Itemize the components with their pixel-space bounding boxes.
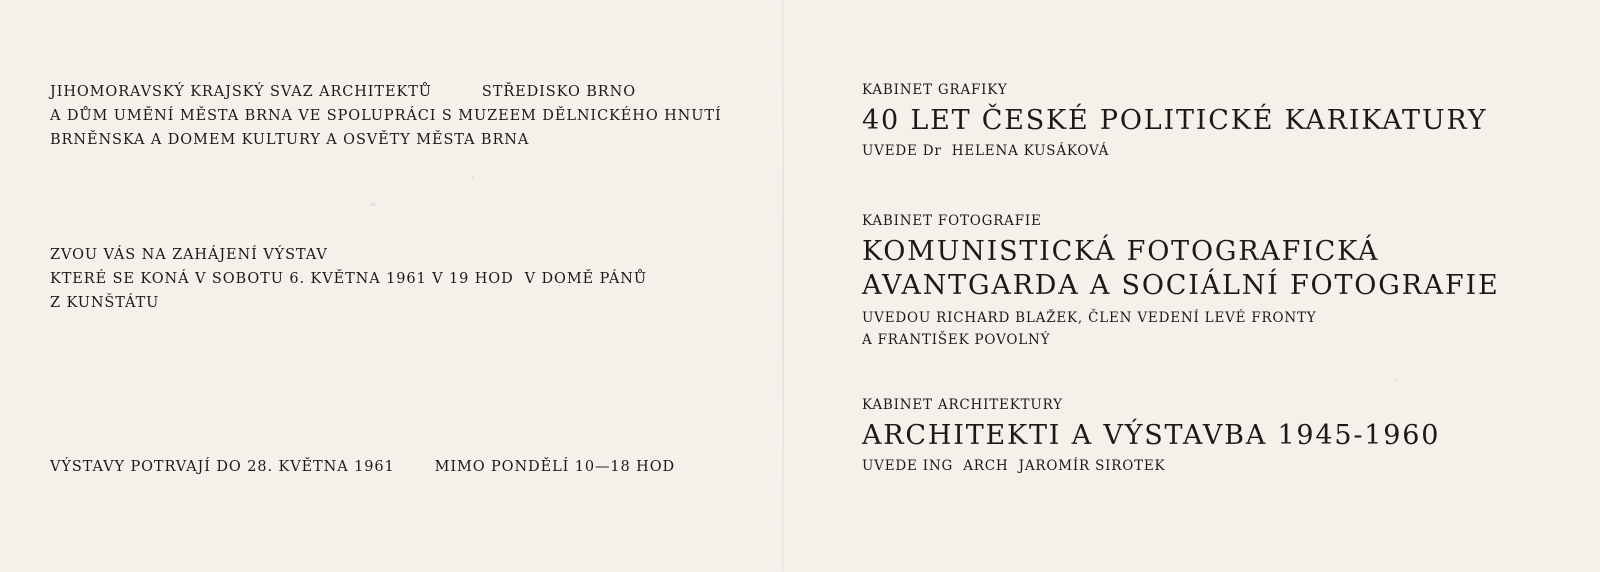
cabinet-label-graphics: KABINET GRAFIKY [862,82,1008,98]
invitation-line-1: ZVOU VÁS NA ZAHÁJENÍ VÝSTAV [50,247,328,263]
exhibition-title-caricature [862,104,1487,138]
fold-line [782,0,784,572]
invitation-block [50,243,647,315]
exhibition-title-photography [862,235,1500,303]
organizers-line-1 [50,80,722,104]
byline-line: UVEDE ING ARCH JAROMÍR SIROTEK [862,458,1166,474]
byline-line: A FRANTIŠEK POVOLNÝ [862,332,1051,348]
cabinet-label-photography: KABINET FOTOGRAFIE [862,213,1042,229]
exhibition-byline-architecture [862,455,1165,477]
organizer-association: JIHOMORAVSKÝ KRAJSKÝ SVAZ ARCHITEKTŮ [50,84,432,100]
exhibition-byline-caricature [862,140,1109,162]
invitation-line-3: Z KUNŠTÁTU [50,295,160,311]
exhibition-title-line: ARCHITEKTI A VÝSTAVBA 1945-1960 [862,420,1441,451]
organizers-block [50,80,722,152]
exhibition-title-line: AVANTGARDA A SOCIÁLNÍ FOTOGRAFIE [862,270,1500,301]
organizers-line-3: BRNĚNSKA A DOMEM KULTURY A OSVĚTY MĚSTA BRNA [50,132,530,148]
byline-line: UVEDOU RICHARD BLAŽEK, ČLEN VEDENÍ LEVÉ FRONTY [862,310,1317,326]
cabinet-label-architecture: KABINET ARCHITEKTURY [862,397,1063,413]
exhibition-title-architecture [862,419,1440,453]
duration-block [50,455,675,479]
exhibition-byline-photography [862,307,1317,351]
opening-hours: MIMO PONDĚLÍ 10—18 HOD [434,459,676,475]
duration-text: VÝSTAVY POTRVAJÍ DO 28. KVĚTNA 1961 [50,459,395,475]
exhibition-title-line: 40 LET ČESKÉ POLITICKÉ KARIKATURY [862,105,1488,136]
organizer-center: STŘEDISKO BRNO [481,84,637,100]
byline-line: UVEDE Dr HELENA KUSÁKOVÁ [862,143,1110,159]
exhibition-title-line: KOMUNISTICKÁ FOTOGRAFICKÁ [862,236,1380,267]
organizers-line-2: A DŮM UMĚNÍ MĚSTA BRNA VE SPOLUPRÁCI S MUZEEM DĚLNICKÉHO HNUTÍ [50,108,722,124]
invitation-line-2: KTERÉ SE KONÁ V SOBOTU 6. KVĚTNA 1961 V 19 HOD V DOMĚ PÁNŮ [50,271,647,287]
